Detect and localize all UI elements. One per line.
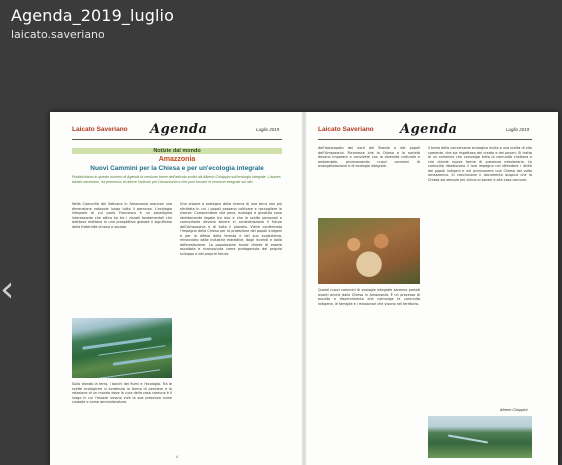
page-number: 5 bbox=[428, 454, 431, 459]
column-2: Il tema della conversione ecologica invita a una scelta di vita coerente, che sia rispettosa del creato e dei poveri. Si tratta di un cammino che coinvolge tutta la comunità cristiana e che chiede nuove forme di presenza missionaria. Le comunità ribadiscono il loro impegno nel difendere i diritti dei popoli indigeni e nel promuovere una Chiesa dal volto amazzonico. In conclusione il documento auspica che la Chiesa sia sempre più vicina ai poveri e alla casa comune. bbox=[428, 146, 532, 182]
article-kicker: Amazzonia bbox=[158, 156, 196, 163]
document-title: Agenda_2019_luglio bbox=[11, 6, 174, 25]
people-photo bbox=[318, 218, 420, 284]
column-1-top: Nella Comunità del Vaticano in Amazzonia assunse una dimensione notevole lungo tutto il percorso. L'ecologia integrale di cui parla Francesco è un paradigma interessante che attira ha tre i visuali fondamentali che mettono mettono in una prospettiva globale il significato della fraternità umana e sociale. bbox=[72, 202, 172, 229]
issue-date: Luglio 2019 bbox=[256, 127, 280, 132]
header-rule bbox=[318, 139, 532, 140]
masthead: Agenda bbox=[150, 122, 208, 137]
aerial-photo bbox=[428, 416, 532, 458]
author-signature: Alberto Chiappini bbox=[500, 408, 528, 412]
previous-page-icon[interactable]: ‹ bbox=[0, 269, 15, 310]
column-1-bottom: Questi nuovi cammini di ecologia integrale saranno portati avanti anche dalla Chiesa in Amazzonia. È un processo di ascolto e discernimento che coinvolge le comunità indigene, le famiglie e i missionari che vivono nel territorio. bbox=[318, 288, 420, 306]
left-page bbox=[50, 112, 304, 465]
magazine-name: Laicato Saveriano bbox=[72, 126, 128, 133]
page-number: 4 bbox=[176, 454, 179, 459]
column-1-bottom: Sullo sfondo la terra, i bacini dei fiumi e l'ecologia. Tra le scelte ecologiche si evidenzia la forma di pensiero e la relazione di un mondo dove la cura della casa comune è il luogo in cui l'essere umano vive la sua presenza come custode e come amministratore. bbox=[72, 382, 172, 404]
masthead: Agenda bbox=[400, 122, 458, 137]
header-rule bbox=[72, 139, 282, 140]
right-page bbox=[304, 112, 558, 465]
publisher-name[interactable]: laicato.saveriano bbox=[11, 28, 105, 41]
river-photo bbox=[72, 318, 172, 378]
magazine-name: Laicato Saveriano bbox=[318, 126, 374, 133]
issue-date: Luglio 2019 bbox=[506, 127, 530, 132]
column-1-top: dell'episcopato del nord del Brasile e dei popoli dell'Amazzonia. Riconosce che la Chiesa e la società devono imparare a convivere con la diversità culturale e ambientale, promuovendo nuovi cammini di evangelizzazione e di ecologia integrale. bbox=[318, 146, 420, 168]
column-2: Una visione a sostegno della ricerca di una terra non più sfruttata in cui i popoli possano coltivare e raccogliere le risorse. Comprendere che pace, ecologia e giustizia sono strettamente legate tra loro e che le scelte personali e comunitarie devono tenere in considerazione il futuro dell'Amazzonia e di tutto il pianeta. Viene confermato l'impegno della Chiesa per la protezione dei popoli indigeni e per la difesa della foresta e del suo ecosistema, minacciato dalle industrie estrattive, dagli incendi e dalla deforestazione. La popolazione locale chiede di essere ascoltata e riconosciuta come protagonista del proprio sviluppo e del proprio futuro. bbox=[180, 202, 282, 256]
article-headline: Nuovi Cammini per la Chiesa e per un'ecologia integrale bbox=[90, 165, 264, 172]
section-banner: Notizie dal mondo bbox=[72, 148, 282, 154]
article-lead: Pubblichiamo in questo numero di Agenda la versione breve dell'articolo scritto da Alberto Chiappini sull'ecologia integrale. L'autore, laicato saveriano, ha permesso di ridurre l'articolo per l'Amazzonia e che puoi trovare in versione integrale sul sito. bbox=[72, 175, 282, 184]
magazine-spread[interactable] bbox=[50, 112, 558, 465]
